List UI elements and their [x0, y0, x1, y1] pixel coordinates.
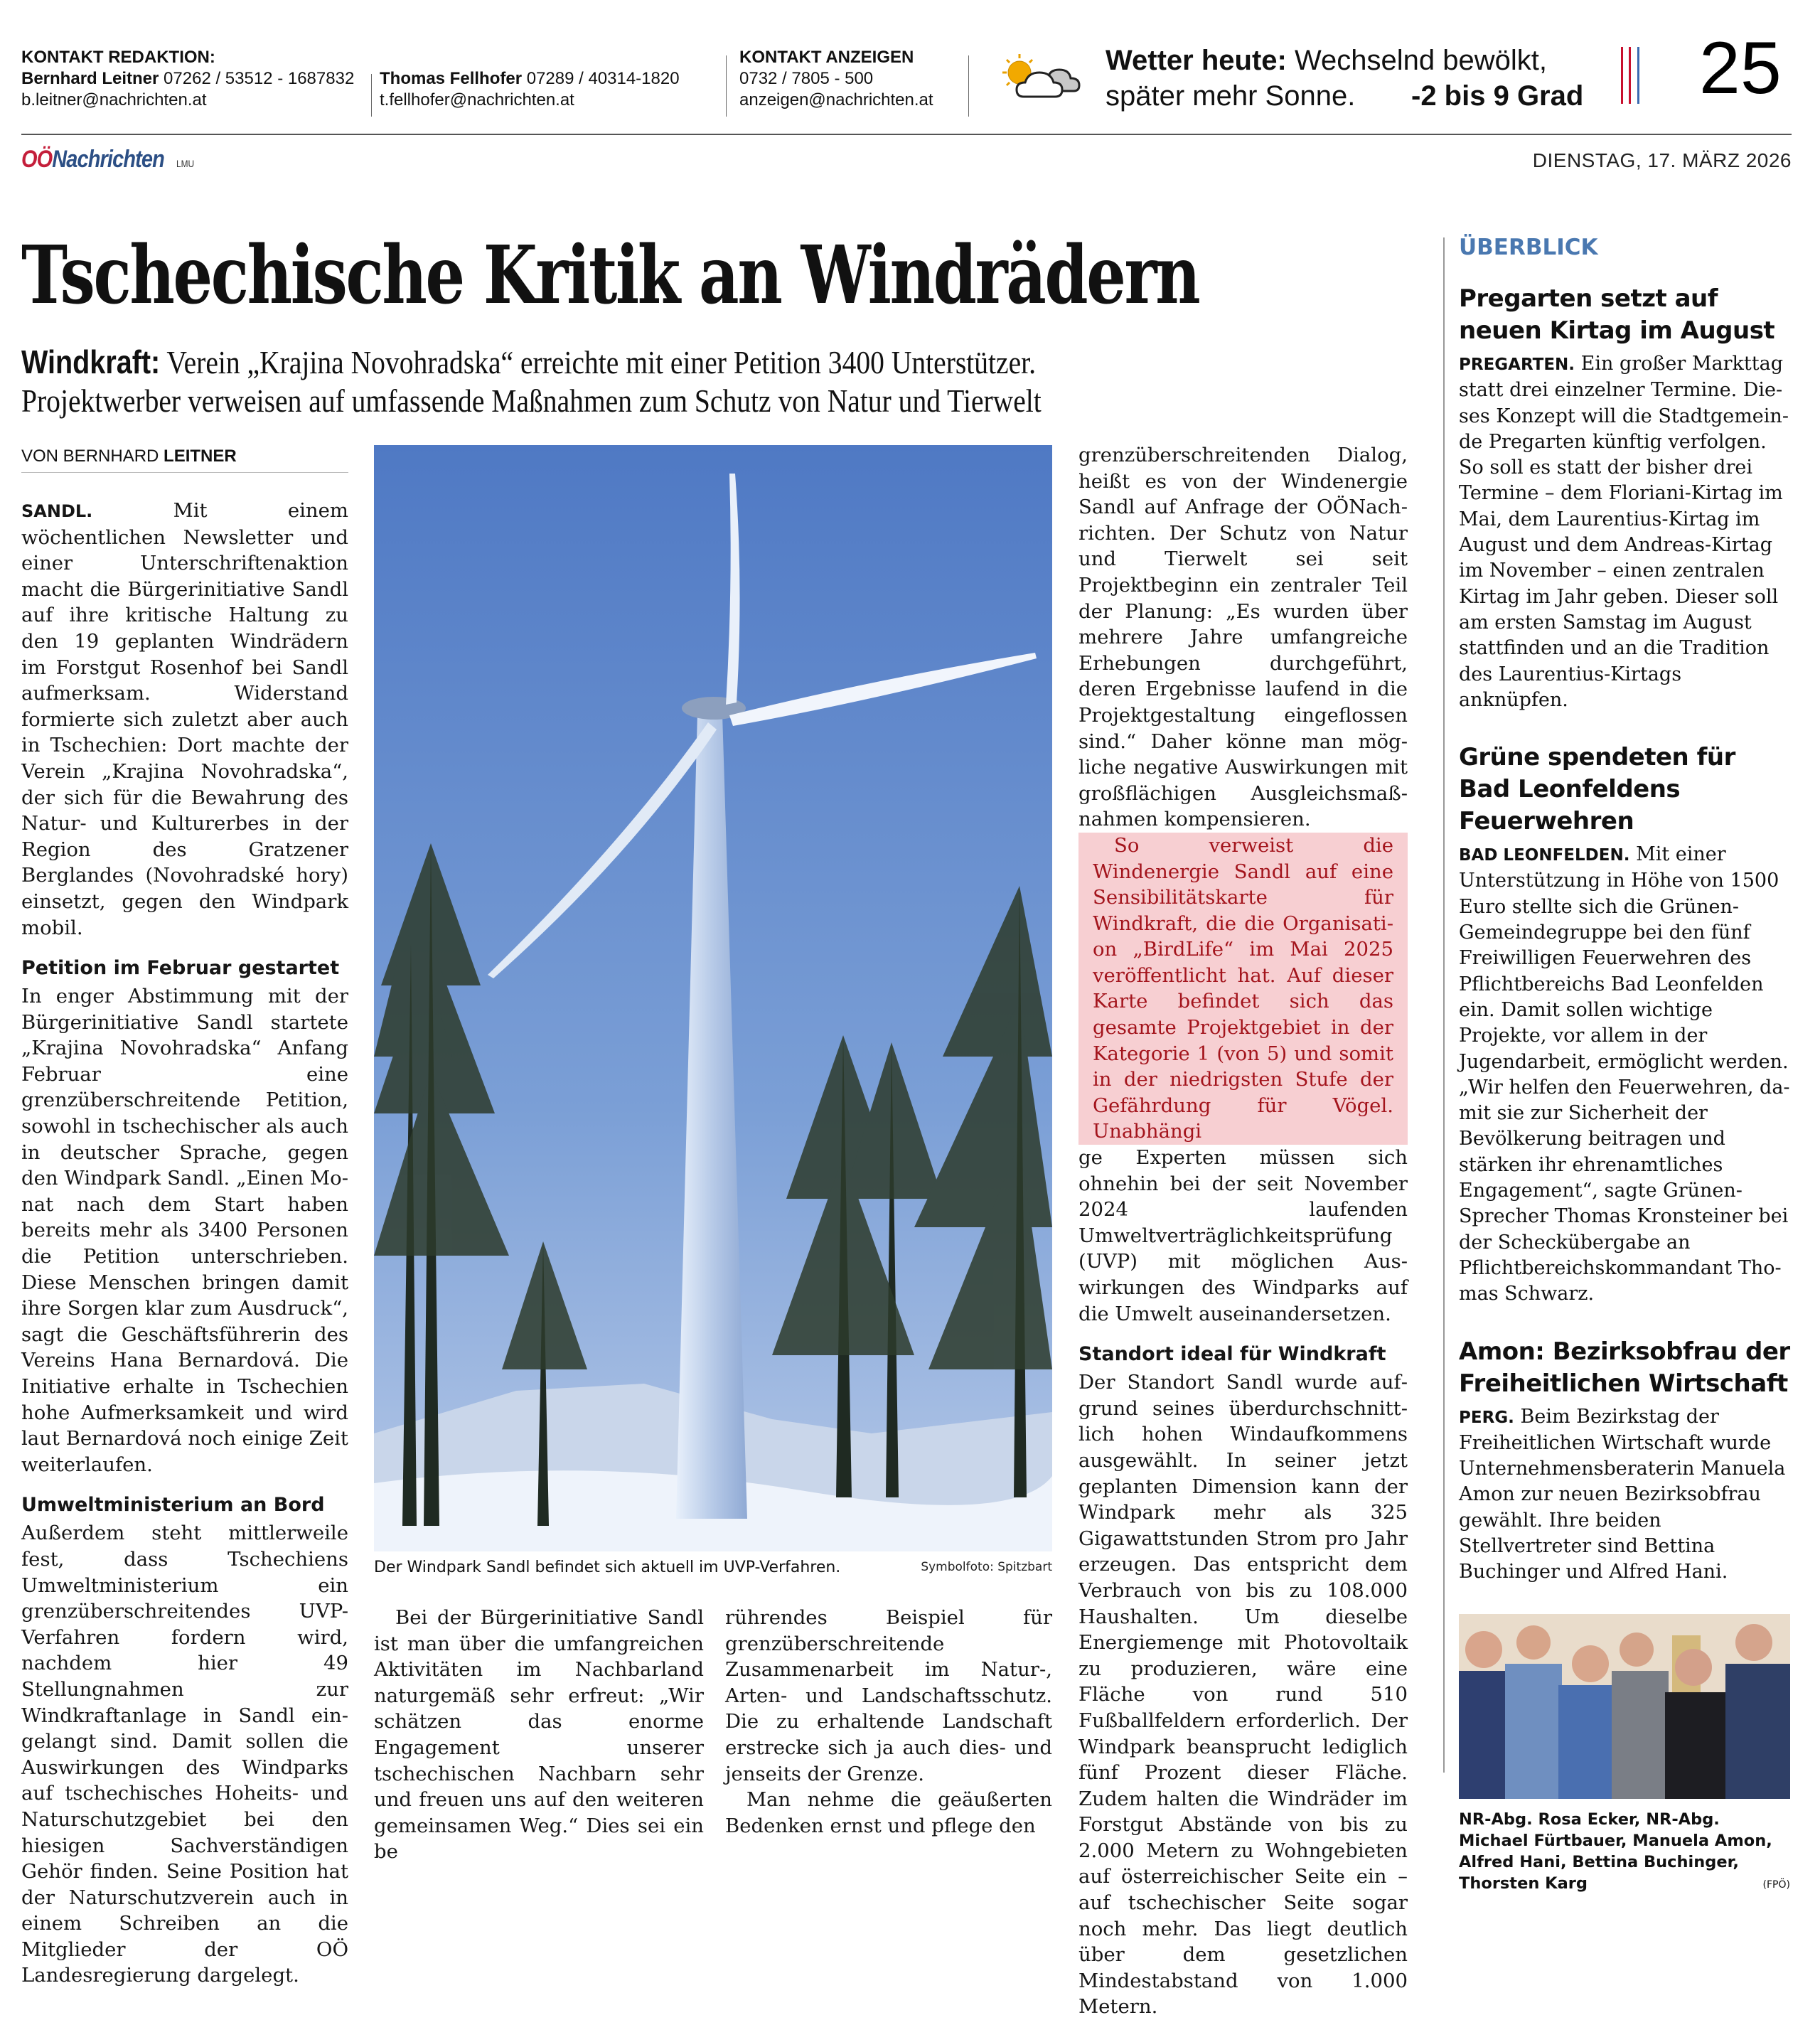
- partly-cloudy-icon: [1001, 51, 1086, 101]
- contact-redaktion-2: [380, 68, 680, 111]
- article-column-2: [374, 1605, 704, 1865]
- contact-name: Thomas Fellhofer: [380, 69, 523, 88]
- subheading: Standort ideal für Windkraft: [1078, 1343, 1386, 1366]
- logo-part1: OÖ: [21, 146, 53, 173]
- sidebar-item-text: Beim Bezirkstag der Freiheitlichen Wirtschaft wurde Unternehmensberaterin Manuela Amon zur neuen Bezirksobfrau gewählt. Ihre beiden Stellvertreter sind Bettina Buchinger und Alfred Hani.: [1459, 1405, 1786, 1583]
- photo-credit: Symbolfoto: Spitzbart: [921, 1560, 1052, 1574]
- anzeigen-phone: 0732 / 7805 - 500: [739, 69, 874, 88]
- contact-email[interactable]: b.leitner@nachrichten.at: [21, 90, 207, 109]
- sidebar-label: ÜBERBLICK: [1459, 235, 1598, 260]
- wind-turbine-photo: [374, 445, 1052, 1551]
- subhead-line1: Verein „Krajina Novohradska“ erreichte mit einer Petition 3400 Unterstützer.: [166, 344, 1037, 380]
- sidebar-item-title[interactable]: Pregarten setzt auf neuen Kirtag im August: [1459, 284, 1775, 345]
- dateline: BAD LEONFELDEN.: [1459, 846, 1630, 865]
- byline-prefix: VON BERNHARD: [21, 447, 159, 466]
- contact-name: Bernhard Leitner: [21, 69, 159, 88]
- stripe: [1629, 47, 1631, 104]
- sidebar-item-text: Ein großer Markttag statt drei einzelner Termine. Dieses Konzept will die Stadtgemeinde Pregarten künftig verfolgen. So soll es statt der bisher drei Termine – dem Floriani-Kirtag im Mai, dem Laurentius-Kirtag im August und dem Andreas-Kirtag im November – einen zentralen Kirtag im Jahr geben. Dieser soll am ersten Samstag im August stattfinden und an die Tradition des Laurentius-Kirtags anknüpfen.: [1459, 353, 1789, 711]
- paragraph: Außerdem steht mittlerweile fest, dass Tschechiens Umweltministerium ein grenzüberschreitendes UVP-Verfahren fordern wird, nachdem hier 49 Stellungnahmen zur Windkraftanlage in Sandl eingelangt sind. Damit sollen die Auswirkungen des Windparks auf tschechisches Hoheits- und Naturschutzgebiet bei den hiesigen Sachverständigen Gehör finden. Seine Position hat der Naturschutzverein auch in einem Schreiben an die Mitglieder der OÖ Landesregierung dargelegt.: [21, 1522, 348, 1987]
- group-photo-caption-text: NR-Abg. Rosa Ecker, NR-Abg. Michael Fürtbauer, Manuela Amon, Alfred Hani, Bettina Buchinger, Thorsten Karg: [1459, 1810, 1772, 1893]
- logo[interactable]: [21, 146, 194, 173]
- subheading: Petition im Februar gestartet: [21, 957, 340, 980]
- sidebar-overview: [1459, 235, 1790, 1894]
- sidebar-divider: [1443, 237, 1445, 1773]
- contact-phone: 07262 / 53512 - 1687832: [164, 69, 355, 88]
- paragraph: ge Experten müssen sich ohnehin bei der seit November 2024 laufenden Umweltverträglichkeitsprüfung (UVP) mit möglichen Auswirkungen des Windparks auf die Umwelt auseinandersetzen.: [1078, 1146, 1408, 1325]
- contact-redaktion-label: KONTAKT REDAKTION: [21, 48, 210, 67]
- logo-edition: LMU: [176, 158, 195, 169]
- contact-phone: 07289 / 40314-1820: [526, 69, 680, 88]
- contact-email[interactable]: t.fellhofer@nachrichten.at: [380, 90, 574, 109]
- subhead-kicker: Windkraft:: [21, 343, 161, 380]
- weather-line2: später mehr Sonne.: [1106, 80, 1356, 112]
- article-column-1: [21, 498, 348, 1989]
- paragraph: Bei der Bürgerinitiative Sandl ist man über die umfangreichen Aktivitäten im Nachbarland naturgemäß sehr erfreut: „Wir schätzen das enorme Engagement unserer tschechischen Nachbarn sehr und freuen uns auf den weiteren gemeinsamen Weg.“ Dies sei ein be: [374, 1606, 704, 1864]
- article-headline: Tschechische Kritik an Windrädern: [21, 229, 1199, 322]
- paragraph: Man nehme die geäußerten Bedenken ernst und pflege den: [725, 1788, 1052, 1837]
- group-photo: [1459, 1614, 1790, 1799]
- article-column-4: [1078, 442, 1408, 2020]
- divider: [968, 55, 969, 117]
- subhead-line2: Projektwerber verweisen auf umfassende Maßnahmen zum Schutz von Natur und Tierwelt: [21, 383, 1042, 419]
- group-photo-credit: (FPÖ): [1762, 1879, 1790, 1891]
- sidebar-item: [1459, 1336, 1790, 1894]
- contact-anzeigen: [739, 47, 933, 111]
- divider: [726, 55, 727, 117]
- anzeigen-email[interactable]: anzeigen@nachrichten.at: [739, 90, 933, 109]
- stripe: [1637, 47, 1639, 104]
- dateline: PERG.: [1459, 1408, 1514, 1427]
- divider: [371, 74, 372, 117]
- photo-caption: [374, 1559, 1052, 1576]
- paragraph: Mit einem wöchentlichen Newsletter und einer Unterschriftenaktion macht die Bürgerinitiative Sandl auf ihre kritische Haltung zu den 19 geplanten Windrädern im Forstgut Rosenhof bei Sandl aufmerksam. Widerstand formierte sich zuletzt aber auch in Tschechien: Dort machte der Verein „Krajina Novohradska“, der sich für die Bewahrung des Natur- und Kulturerbes in der Region des Gratzener Berglandes (Novohradské hory) einsetzt, gegen den Windpark mobil.: [21, 499, 348, 939]
- contact-anzeigen-label: KONTAKT ANZEIGEN: [739, 48, 914, 67]
- byline-name: LEITNER: [164, 447, 237, 466]
- page-number: 25: [1699, 27, 1782, 109]
- byline: [21, 447, 348, 473]
- paragraph: In enger Abstimmung mit der Bürgerinitiative Sandl startete „Krajina Novohradska“ Anfang Februar eine grenzüberschreitende Petition, sowohl in tschechischer als auch in deutscher Sprache, gegen den Windpark Sandl. „Einen Monat nach dem Start haben bereits mehr als 3400 Personen die Petition unterschrieben. Diese Menschen bringen damit ihre Sorgen klar zum Ausdruck“, sagt die Geschäftsführerin des Vereins Hana Bernardová. Die Initiative erhalte in Tschechien hohe Aufmerksamkeit und wird laut Bernardová noch einige Zeit weiterlaufen.: [21, 985, 348, 1476]
- paragraph: Der Standort Sandl wurde aufgrund seines überdurchschnittlich hohen Windaufkommens ausgewählt. In seiner jetzt geplanten Dimension kann der Windpark mehr als 325 Gigawattstunden Strom pro Jahr erzeugen. Das entspricht dem Verbrauch von bis zu 108.000 Haushalten. Um dieselbe Energiemenge mit Photovoltaik zu produzieren, wäre eine Fläche von rund 510 Fußballfeldern erforderlich. Der Windpark beansprucht lediglich fünf Prozent dieser Fläche. Zudem halten die Windräder im Forstgut Abstände von bis zu 2.000 Metern zu Wohngebieten auf österreichischer Seite ein – auf tschechischer Seite sogar noch mehr. Das liegt deutlich über dem gesetzlichen Mindestabstand von 1.000 Metern.: [1078, 1371, 1408, 2019]
- highlighted-paragraph[interactable]: So verweist die Windenergie Sandl auf eine Sensibilitätskarte für Windkraft, die die Organisation „BirdLife“ im Mai 2025 veröffentlicht hat. Auf dieser Karte befindet sich das gesamte Projektgebiet in der Kategorie 1 (von 5) und somit in der niedrigsten Stufe der Gefährdung für Vögel. Unabhängi: [1078, 833, 1408, 1145]
- subheading: Umweltministerium an Bord: [21, 1494, 325, 1517]
- contact-redaktion: KONTAKT REDAKTION: Bernhard Leitner 07262 / 53512 - 1687832 b.leitner@nachrichten.at: [21, 48, 355, 109]
- sidebar-item-title[interactable]: Grüne spendeten für Bad Leonfeldens Feuerwehren: [1459, 743, 1735, 836]
- sidebar-item-title[interactable]: Amon: Bezirksobfrau der Freiheitlichen Wirtschaft: [1459, 1337, 1790, 1398]
- color-stripes: [1621, 47, 1664, 104]
- paragraph: rührendes Beispiel für grenzüberschreitende Zusammenarbeit im Natur-, Arten- und Landschaftsschutz. Die zu erhaltende Landschaft erstrecke sich ja auch dies- und jenseits der Grenze.: [725, 1606, 1052, 1785]
- stripe: [1621, 47, 1623, 104]
- weather-line1: Wechselnd bewölkt,: [1294, 45, 1547, 76]
- header-rule: [21, 134, 1792, 135]
- weather-text: [1106, 43, 1603, 114]
- dateline: PREGARTEN.: [1459, 356, 1575, 374]
- issue-date: DIENSTAG, 17. MÄRZ 2026: [1532, 149, 1792, 171]
- article-subhead: [21, 343, 1428, 420]
- weather-temperature: -2 bis 9 Grad: [1411, 80, 1584, 112]
- paragraph: grenzüberschreitenden Dialog, heißt es von der Windenergie Sandl auf Anfrage der OÖNachrichten. Der Schutz von Natur und Tierwelt sei seit Projektbeginn ein zentraler Teil der Planung: „Es wurden über mehrere Jahre umfangreiche Erhebungen durchgeführt, deren Ergebnisse laufend in die Projektgestaltung eingeflossen sind.“ Daher könne man mögliche negative Auswirkungen mit großflächigen Ausgleichsmaßnahmen kompensieren.: [1078, 444, 1408, 831]
- sidebar-item-text: Mit einer Unterstützung in Höhe von 1500 Euro stellte sich die Grünen-Gemeindegruppe bei den fünf Freiwilligen Feuerwehren des Pflichtbereichs Bad Leonfelden ein. Damit sollen wichtige Projekte, vor allem in der Jugendarbeit, ermöglicht werden. „Wir helfen den Feuerwehren, damit sie zur Sicherheit der Bevölkerung beitragen und stärken ihr ehrenamtliches Engagement“, sagte Grünen-Sprecher Thomas Kronsteiner bei der Scheckübergabe an Pflichtbereichskommandant Thomas Schwarz.: [1459, 843, 1790, 1305]
- dateline: SANDL.: [21, 501, 93, 521]
- group-photo-caption: [1459, 1809, 1790, 1894]
- sidebar-item: [1459, 283, 1790, 713]
- sidebar-item: [1459, 742, 1790, 1307]
- weather-label: Wetter heute:: [1106, 45, 1287, 76]
- photo-caption-text: Der Windpark Sandl befindet sich aktuell im UVP-Verfahren.: [374, 1559, 841, 1576]
- article-column-3: [725, 1605, 1052, 1839]
- logo-part2: Nachrichten: [52, 146, 164, 173]
